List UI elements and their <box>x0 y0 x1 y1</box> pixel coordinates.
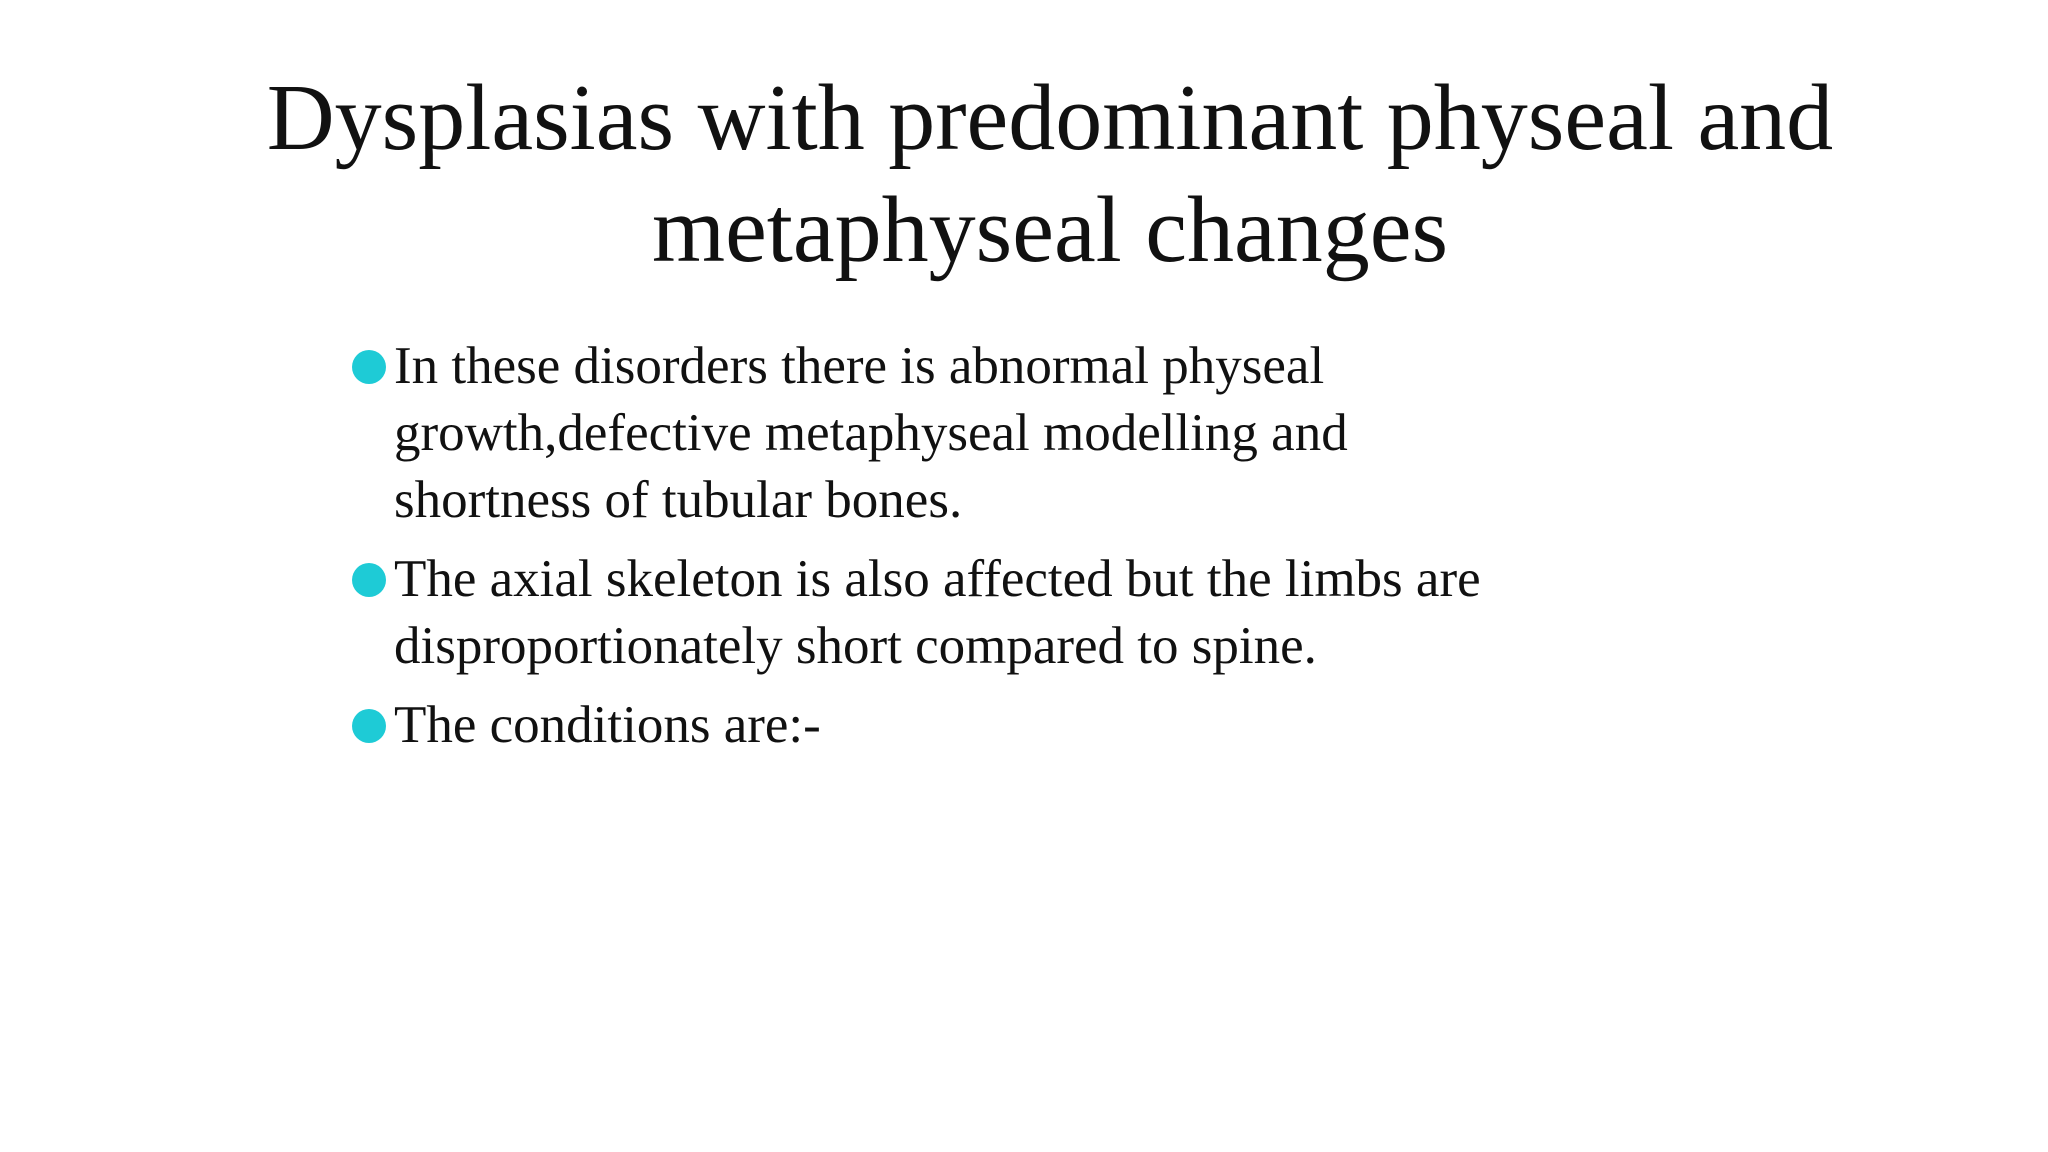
bullet-list <box>352 333 1652 771</box>
slide-title <box>180 62 1920 286</box>
bullet-item <box>352 333 1652 534</box>
slide-title-line-2: metaphyseal changes <box>651 178 1449 282</box>
filled-circle-bullet-icon <box>352 563 386 597</box>
bullet-text: The axial skeleton is also affected but the limbs are disproportionately short compared to spine. <box>394 550 1481 675</box>
filled-circle-bullet-icon <box>352 709 386 743</box>
bullet-text: In these disorders there is abnormal physeal growth,defective metaphyseal modelling and shortness of tubular bones. <box>394 337 1348 529</box>
bullet-item <box>352 546 1652 680</box>
bullet-text: The conditions are:- <box>394 696 821 754</box>
slide-title-line-1: Dysplasias with predominant physeal and <box>266 66 1834 170</box>
filled-circle-bullet-icon <box>352 350 386 384</box>
bullet-item <box>352 692 1652 759</box>
